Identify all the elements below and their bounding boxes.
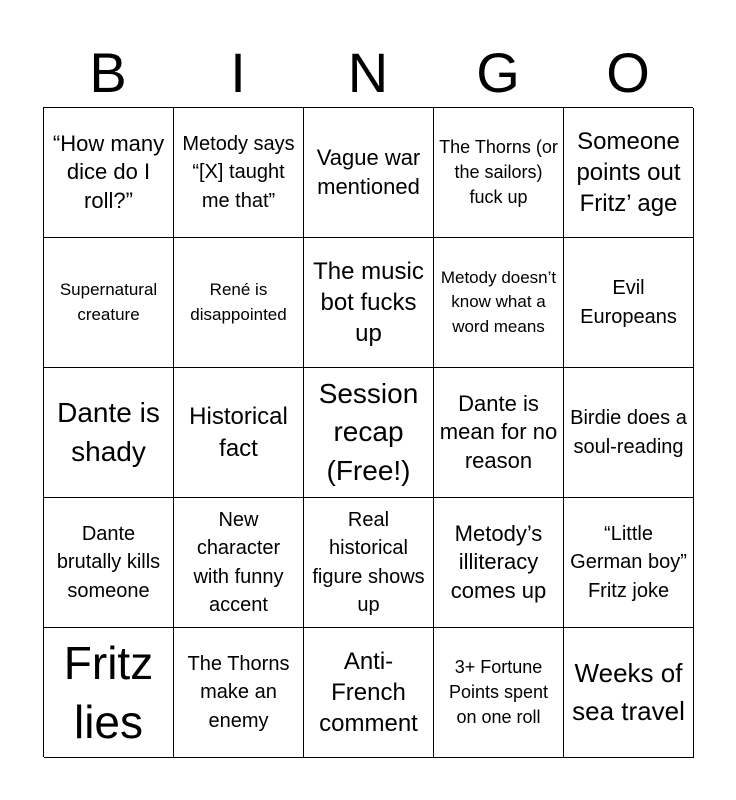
cell-text: Fritz lies xyxy=(63,636,154,748)
bingo-cell[interactable] xyxy=(434,628,564,758)
bingo-cell[interactable] xyxy=(304,108,434,238)
bingo-cell[interactable] xyxy=(174,238,304,368)
bingo-cell[interactable] xyxy=(434,368,564,498)
cell-text: René is disappointed xyxy=(190,280,287,324)
cell-text: Historical fact xyxy=(189,403,288,462)
bingo-cell[interactable] xyxy=(434,498,564,628)
bingo-cell[interactable] xyxy=(564,368,694,498)
header-letter-i: I xyxy=(230,41,246,104)
bingo-cell[interactable] xyxy=(174,108,304,238)
bingo-header xyxy=(43,40,693,106)
header-letter-o: O xyxy=(606,41,650,104)
cell-text: Dante is mean for no reason xyxy=(439,390,558,473)
bingo-cell[interactable] xyxy=(44,368,174,498)
bingo-cell[interactable] xyxy=(44,108,174,238)
cell-text: 3+ Fortune Points spent on one roll xyxy=(448,657,549,727)
cell-text: Supernatural creature xyxy=(59,280,158,324)
bingo-cell[interactable] xyxy=(174,498,304,628)
bingo-cell[interactable] xyxy=(434,108,564,238)
cell-text: Birdie does a soul-reading xyxy=(570,407,687,458)
header-letter-n: N xyxy=(347,41,389,104)
cell-text: Metody says “[X] taught me that” xyxy=(182,132,295,212)
header-letter-g: G xyxy=(476,41,520,104)
cell-text: Dante is shady xyxy=(57,396,160,467)
cell-text: “Little German boy” Fritz joke xyxy=(570,522,687,602)
cell-text: Metody’s illiteracy comes up xyxy=(450,520,547,603)
bingo-cell[interactable] xyxy=(174,628,304,758)
cell-text: Evil Europeans xyxy=(580,277,677,328)
cell-text: Weeks of sea travel xyxy=(572,657,685,726)
bingo-cell[interactable] xyxy=(564,238,694,368)
bingo-cell[interactable] xyxy=(304,498,434,628)
header-letter-b: B xyxy=(89,41,127,104)
cell-text: Someone points out Fritz’ age xyxy=(576,127,681,218)
bingo-cell[interactable] xyxy=(564,108,694,238)
bingo-cell[interactable] xyxy=(564,498,694,628)
cell-text: The Thorns make an enemy xyxy=(187,652,290,732)
cell-text: Metody doesn’t know what a word means xyxy=(440,268,557,336)
cell-text: The Thorns (or the sailors) fuck up xyxy=(439,137,558,207)
bingo-cell[interactable] xyxy=(304,238,434,368)
cell-text: New character with funny accent xyxy=(193,508,284,616)
bingo-cell[interactable] xyxy=(304,628,434,758)
cell-text: The music bot fucks up xyxy=(313,257,424,348)
cell-text: Session recap (Free!) xyxy=(318,377,419,486)
bingo-cell[interactable] xyxy=(44,238,174,368)
bingo-cell[interactable] xyxy=(304,368,434,498)
cell-text: Vague war mentioned xyxy=(316,144,421,199)
cell-text: Dante brutally kills someone xyxy=(56,522,161,602)
bingo-cell[interactable] xyxy=(564,628,694,758)
bingo-grid xyxy=(43,107,693,757)
cell-text: Anti-French comment xyxy=(319,647,418,738)
cell-text: Real historical figure shows up xyxy=(312,508,425,616)
cell-text: “How many dice do I roll?” xyxy=(52,130,165,213)
bingo-cell[interactable] xyxy=(44,498,174,628)
bingo-cell[interactable] xyxy=(174,368,304,498)
bingo-cell[interactable] xyxy=(434,238,564,368)
bingo-cell[interactable] xyxy=(44,628,174,758)
